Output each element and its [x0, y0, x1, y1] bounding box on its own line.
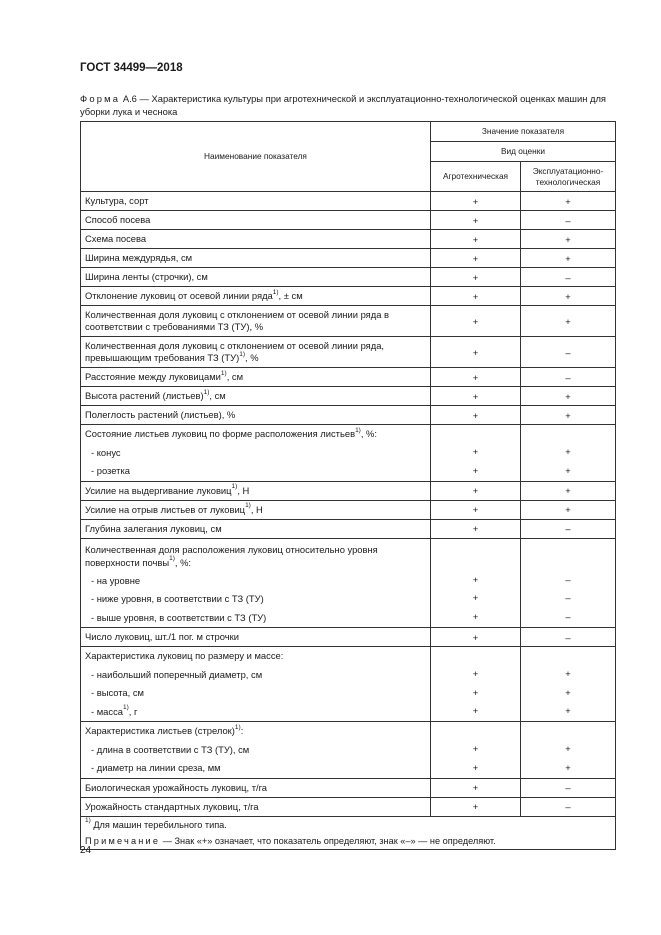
expl-values: – – –	[521, 538, 616, 628]
header-value: Значение показателя	[431, 122, 616, 142]
group-name: Количественная доля расположения луковиц относительно уровня поверхности почвы$^{1)}$, %: - на уровне - ниже уровня, в соответствии с ТЗ (ТУ) - выше уровня, в соответствии с ТЗ (ТУ)	[81, 538, 431, 628]
header-agro: Агротехническая	[431, 162, 521, 192]
row-name: Схема посева	[81, 230, 431, 249]
group-name: Характеристика луковиц по размеру и массе: - наибольший поперечный диаметр, см - высота, см - масса$^{1)}$, г	[81, 647, 431, 722]
characteristics-table	[80, 121, 616, 850]
table-row	[81, 628, 616, 647]
table-row	[81, 481, 616, 500]
row-name: Количественная доля луковиц с отклонением от осевой линии ряда в соответствии с требованиями ТЗ (ТУ), %	[81, 306, 431, 337]
agro-value: +	[431, 797, 521, 816]
table-row	[81, 387, 616, 406]
agro-value: +	[431, 306, 521, 337]
group-name: Характеристика листьев (стрелок)$^{1)}$: - длина в соответствии с ТЗ (ТУ), см - диаметр на линии среза, мм	[81, 722, 431, 779]
table-row	[81, 406, 616, 425]
agro-values: + + +	[431, 538, 521, 628]
expl-value: –	[521, 628, 616, 647]
table-row	[81, 211, 616, 230]
footnote: $^{1)}$ Для машин теребильного типа.	[85, 817, 227, 830]
agro-value: +	[431, 230, 521, 249]
row-name: Полеглость растений (листьев), %	[81, 406, 431, 425]
table-row-group	[81, 425, 616, 482]
table-row	[81, 368, 616, 387]
agro-value: +	[431, 500, 521, 519]
expl-value: –	[521, 797, 616, 816]
table-row	[81, 778, 616, 797]
agro-value: +	[431, 406, 521, 425]
header-indicator-name: Наименование показателя	[81, 122, 431, 192]
expl-value: +	[521, 249, 616, 268]
table-row	[81, 797, 616, 816]
agro-value: +	[431, 268, 521, 287]
expl-value: +	[521, 481, 616, 500]
group-name: Состояние листьев луковиц по форме расположения листьев$^{1)}$, %: - конус - розетка	[81, 425, 431, 482]
row-name: Глубина залегания луковиц, см	[81, 519, 431, 538]
caption-text: А.6 — Характеристика культуры при агротехнической и эксплуатационно-технологической оценках машин для уборки лука и чеснока	[80, 93, 606, 117]
agro-value: +	[431, 519, 521, 538]
expl-value: +	[521, 230, 616, 249]
row-name: Культура, сорт	[81, 192, 431, 211]
row-name: Способ посева	[81, 211, 431, 230]
expl-value: +	[521, 192, 616, 211]
expl-values: + + +	[521, 647, 616, 722]
expl-value: +	[521, 387, 616, 406]
agro-value: +	[431, 337, 521, 368]
table-row-group	[81, 538, 616, 628]
table-row	[81, 249, 616, 268]
row-name: Расстояние между луковицами$^{1)}$, см	[81, 368, 431, 387]
table-caption	[80, 92, 620, 118]
agro-values: + + +	[431, 647, 521, 722]
row-name: Отклонение луковиц от осевой линии ряда$^{1)}$, ± см	[81, 287, 431, 306]
table-row	[81, 287, 616, 306]
row-name: Число луковиц, шт./1 пог. м строчки	[81, 628, 431, 647]
note: Примечание — Знак «+» означает, что показатель определяют, знак «–» — не определяют.	[85, 835, 496, 846]
table-row	[81, 337, 616, 368]
expl-values: + +	[521, 425, 616, 482]
agro-value: +	[431, 287, 521, 306]
agro-value: +	[431, 211, 521, 230]
row-name: Усилие на выдергивание луковиц$^{1)}$, Н	[81, 481, 431, 500]
agro-value: +	[431, 481, 521, 500]
header-kind: Вид оценки	[431, 142, 616, 162]
row-name: Усилие на отрыв листьев от луковиц$^{1)}$, Н	[81, 500, 431, 519]
expl-value: –	[521, 519, 616, 538]
agro-value: +	[431, 249, 521, 268]
agro-value: +	[431, 368, 521, 387]
expl-value: +	[521, 287, 616, 306]
footnotes	[81, 816, 616, 849]
row-name: Высота растений (листьев)$^{1)}$, см	[81, 387, 431, 406]
expl-value: –	[521, 337, 616, 368]
agro-value: +	[431, 387, 521, 406]
table-row	[81, 519, 616, 538]
standard-code: ГОСТ 34499—2018	[80, 62, 183, 74]
agro-values: + +	[431, 425, 521, 482]
agro-value: +	[431, 778, 521, 797]
agro-value: +	[431, 192, 521, 211]
expl-value: –	[521, 268, 616, 287]
agro-values: + +	[431, 722, 521, 779]
row-name: Урожайность стандартных луковиц, т/га	[81, 797, 431, 816]
table-row	[81, 306, 616, 337]
table-row-group	[81, 722, 616, 779]
table-row	[81, 230, 616, 249]
page-number: 24	[80, 845, 92, 856]
header-expl: Эксплуатационно-технологическая	[521, 162, 616, 192]
expl-value: –	[521, 211, 616, 230]
table-row-group	[81, 647, 616, 722]
table-row	[81, 192, 616, 211]
table-row	[81, 500, 616, 519]
form-word: Форма	[80, 93, 121, 104]
table-row	[81, 268, 616, 287]
expl-values: + +	[521, 722, 616, 779]
row-name: Биологическая урожайность луковиц, т/га	[81, 778, 431, 797]
expl-value: –	[521, 778, 616, 797]
table-footer	[81, 816, 616, 849]
expl-value: +	[521, 500, 616, 519]
row-name: Ширина ленты (строчки), см	[81, 268, 431, 287]
row-name: Ширина междурядья, см	[81, 249, 431, 268]
expl-value: –	[521, 368, 616, 387]
agro-value: +	[431, 628, 521, 647]
row-name: Количественная доля луковиц с отклонением от осевой линии ряда, превышающим требования ТЗ (ТУ)$^{1)}$, %	[81, 337, 431, 368]
expl-value: +	[521, 306, 616, 337]
expl-value: +	[521, 406, 616, 425]
